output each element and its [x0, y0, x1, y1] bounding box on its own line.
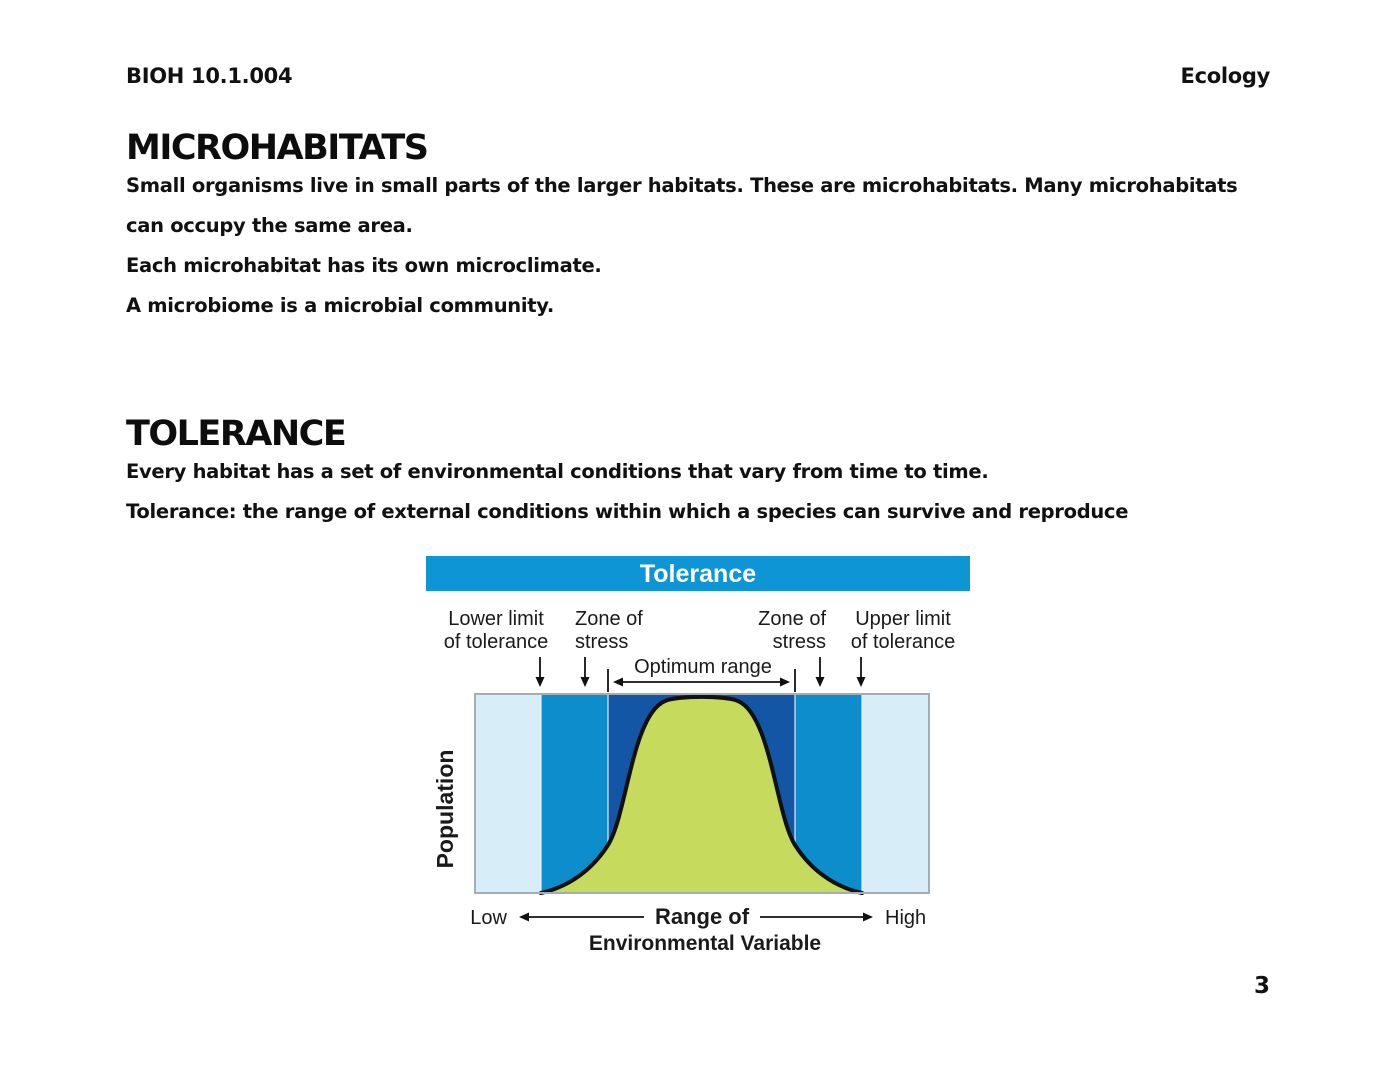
section-heading-microhabitats: MICROHABITATS [126, 128, 428, 168]
intolerance-band-left [475, 694, 541, 893]
zone-of-stress-right-label: Zone of [758, 608, 826, 630]
zone-of-stress-left-label: stress [575, 631, 629, 653]
zone-of-stress-right-label: stress [772, 631, 826, 653]
x-axis-title: Range of [654, 904, 750, 929]
upper-limit-label: of tolerance [850, 631, 956, 653]
optimum-range-label: Optimum range [634, 656, 772, 678]
x-axis-low-label: Low [470, 907, 507, 929]
paragraph-line: A microbiome is a microbial community. [126, 294, 554, 317]
diagram-title: Tolerance [639, 560, 757, 588]
paragraph-line: can occupy the same area. [126, 214, 413, 237]
y-axis-label: Population [432, 749, 458, 869]
lower-limit-label: of tolerance [443, 631, 549, 653]
lower-limit-label: Lower limit [448, 608, 544, 630]
intolerance-band-right [862, 694, 929, 893]
page-number: 3 [1253, 973, 1270, 999]
x-axis-title: Environmental Variable [588, 932, 822, 955]
microhabitats-paragraph [126, 166, 1237, 326]
paragraph-line: Every habitat has a set of environmental conditions that vary from time to time. [126, 460, 989, 483]
paragraph-line: Small organisms live in small parts of the larger habitats. These are microhabitats. Many microhabitats [126, 174, 1238, 197]
section-heading-tolerance: TOLERANCE [126, 414, 346, 454]
zone-of-stress-left-label: Zone of [575, 608, 643, 630]
tolerance-paragraph [126, 452, 1128, 532]
paragraph-line: Tolerance: the range of external conditions within which a species can survive and reproduce [126, 500, 1129, 523]
upper-limit-label: Upper limit [855, 608, 951, 630]
tolerance-diagram [426, 556, 970, 956]
paragraph-line: Each microhabitat has its own microclimate. [126, 254, 602, 277]
course-code: BIOH 10.1.004 [126, 64, 293, 88]
subject-title: Ecology [1180, 64, 1270, 88]
x-axis-high-label: High [885, 907, 927, 929]
